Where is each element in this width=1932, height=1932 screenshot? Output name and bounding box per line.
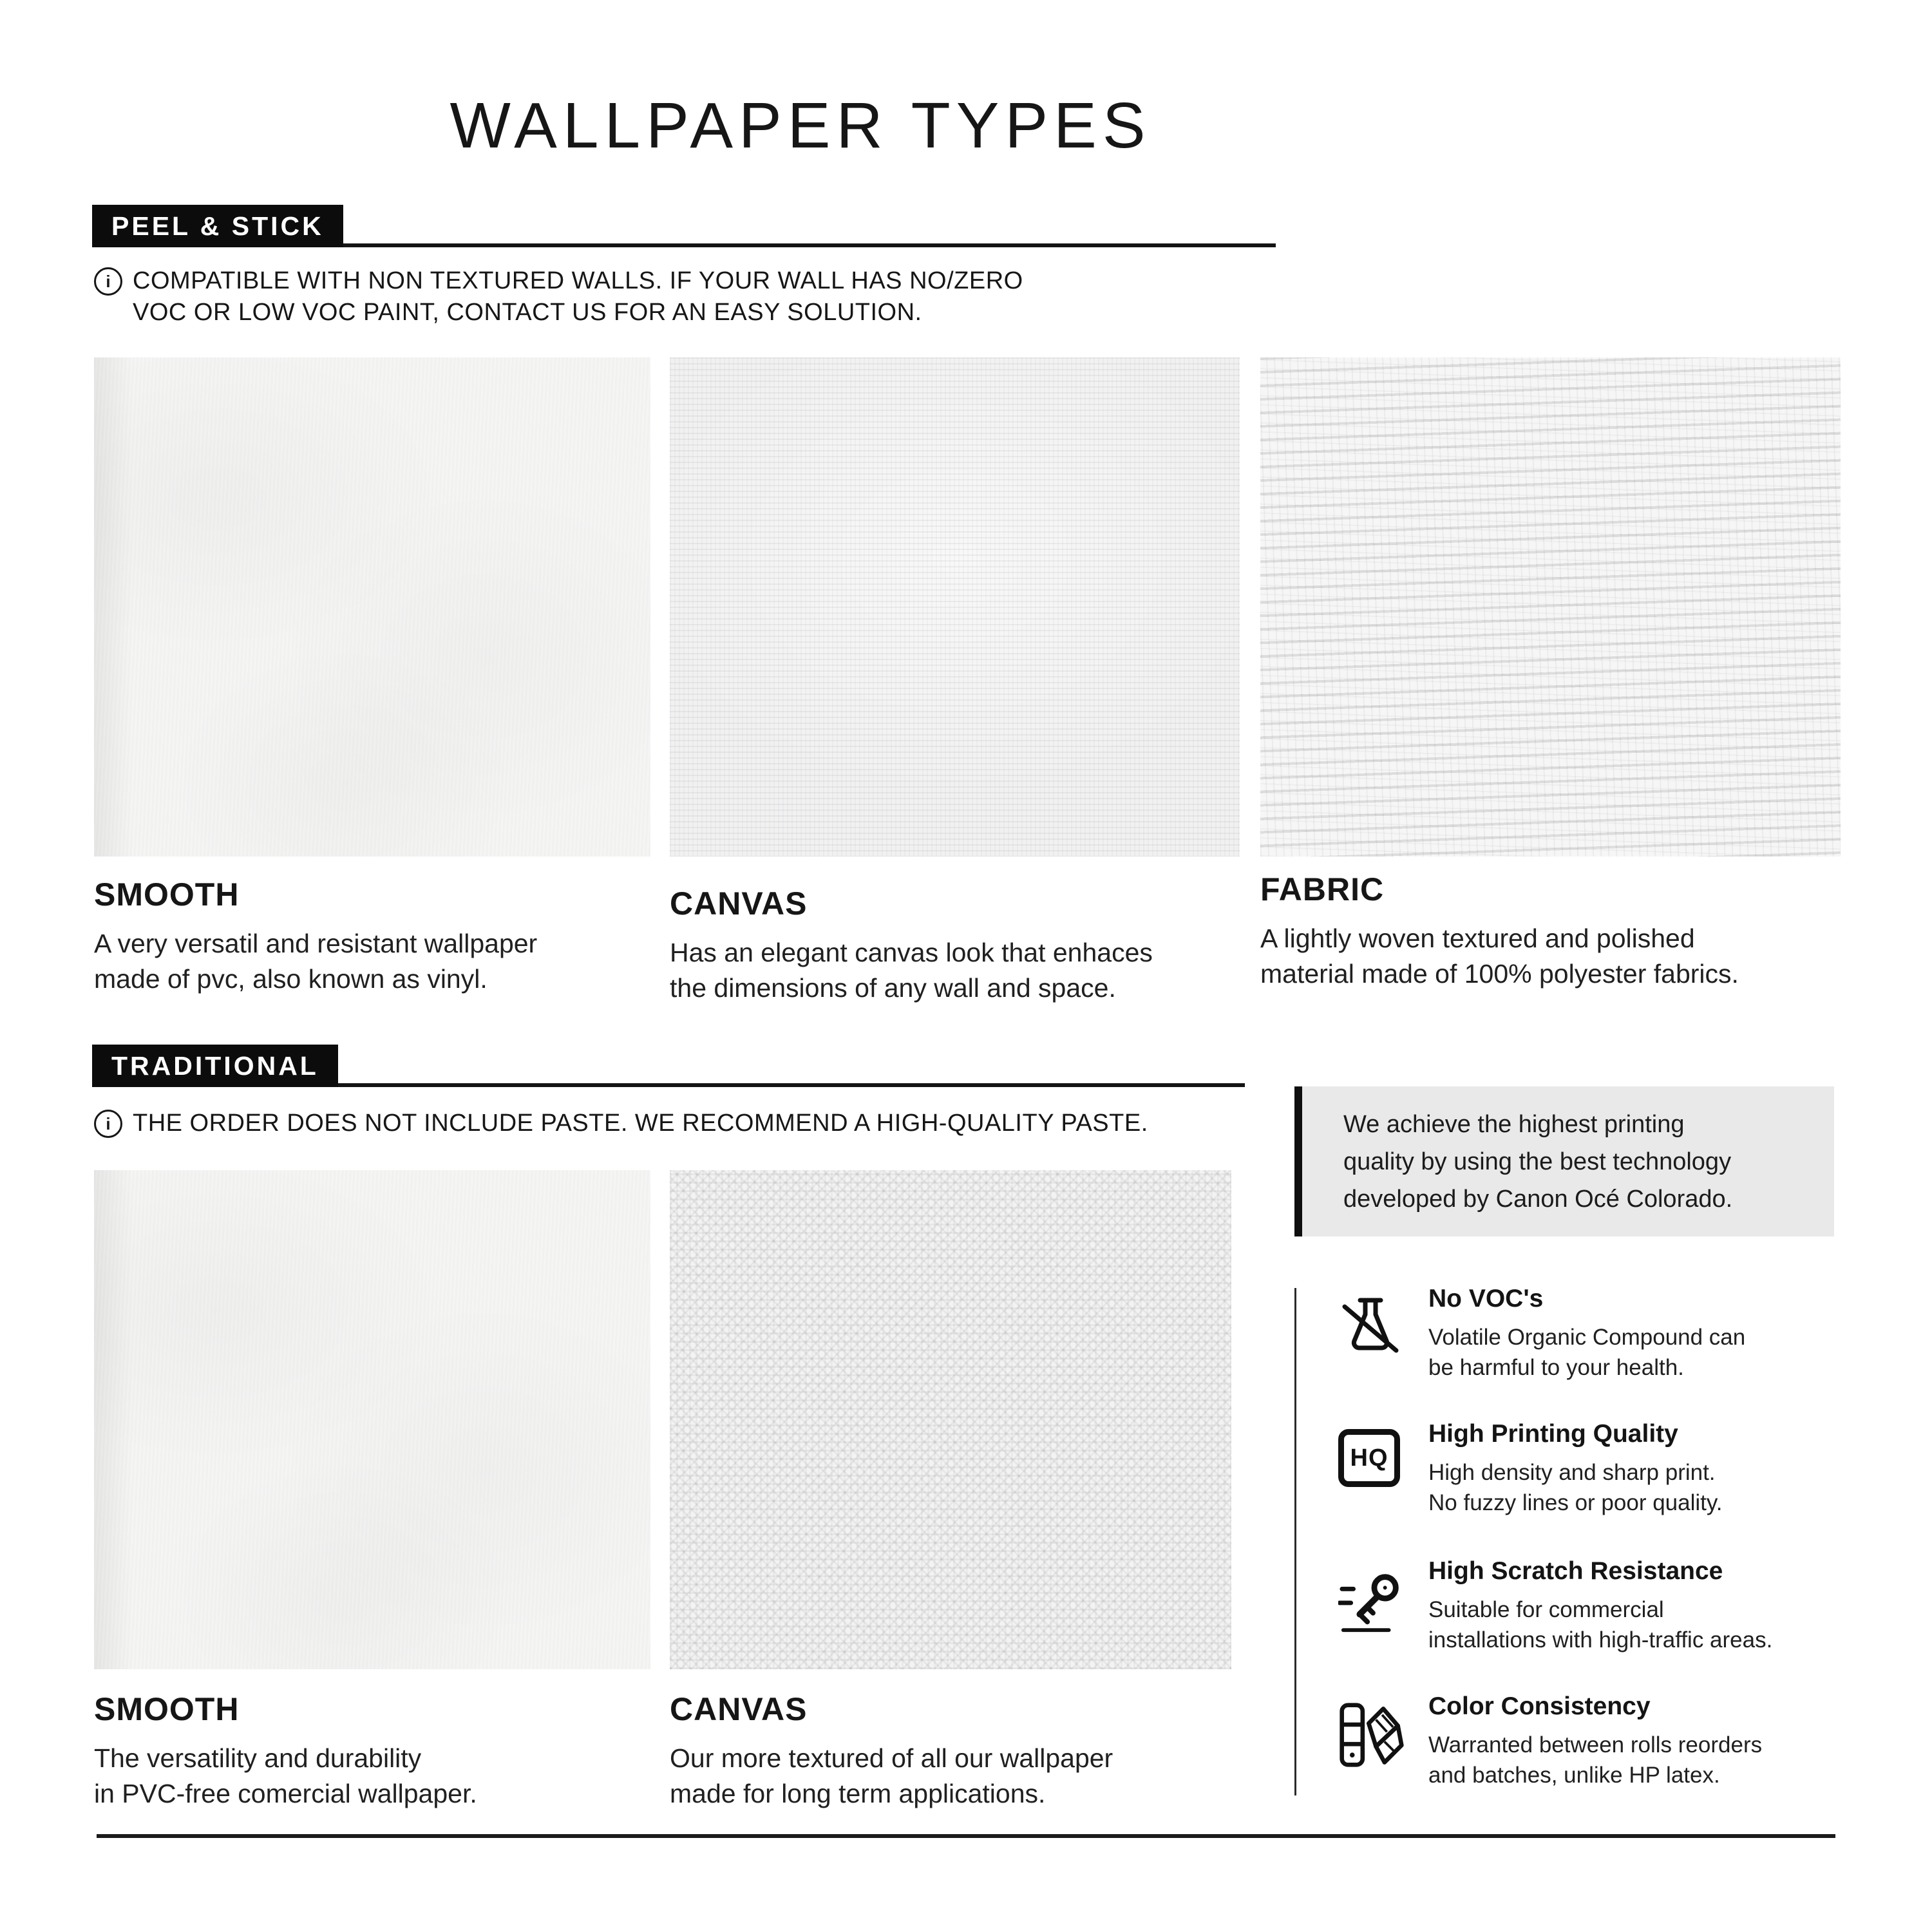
swatch-desc-line1: Has an elegant canvas look that enhaces — [670, 938, 1153, 967]
peel-stick-fabric-caption — [1260, 871, 1840, 992]
swatch-desc-line2: made of pvc, also known as vinyl. — [94, 964, 488, 994]
peel-stick-section-header — [92, 205, 1276, 247]
info-icon: i — [94, 267, 122, 296]
peel-stick-note-line2: VOC OR LOW VOC PAINT, CONTACT US FOR AN EASY SOLUTION. — [133, 299, 922, 326]
swatch-desc-line2: in PVC-free comercial wallpaper. — [94, 1779, 477, 1808]
peel-stick-section-rule — [343, 243, 1276, 247]
peel-stick-canvas-caption — [670, 876, 1249, 1006]
peel-stick-smooth-caption — [94, 876, 674, 997]
traditional-smooth-swatch-image — [94, 1170, 650, 1669]
feature-no-voc — [1338, 1285, 1853, 1383]
printing-quality-callout — [1294, 1086, 1834, 1236]
feature-title: No VOC's — [1428, 1285, 1544, 1312]
peel-stick-note — [94, 265, 1023, 328]
quality-line1: We achieve the highest printing — [1343, 1111, 1685, 1138]
peel-stick-canvas-swatch-image — [670, 357, 1240, 857]
swatch-desc-line2: material made of 100% polyester fabrics. — [1260, 959, 1739, 989]
feature-desc-line1: Warranted between rolls reorders — [1428, 1732, 1763, 1757]
feature-title: High Scratch Resistance — [1428, 1557, 1723, 1585]
traditional-section-rule — [338, 1083, 1245, 1087]
feature-title: High Printing Quality — [1428, 1420, 1678, 1448]
no-voc-flask-icon — [1338, 1285, 1428, 1383]
feature-desc-line2: be harmful to your health. — [1428, 1355, 1684, 1380]
quality-line2: quality by using the best technology — [1343, 1148, 1732, 1175]
traditional-section-label: TRADITIONAL — [92, 1045, 338, 1087]
traditional-canvas-swatch-image — [670, 1170, 1231, 1669]
info-icon: i — [94, 1110, 122, 1138]
swatch-title: CANVAS — [670, 886, 808, 922]
peel-stick-section-label: PEEL & STICK — [92, 205, 343, 247]
feature-high-printing-quality — [1338, 1420, 1853, 1518]
swatch-title: CANVAS — [670, 1691, 808, 1727]
swatch-desc-line1: A lightly woven textured and polished — [1260, 923, 1695, 953]
bottom-rule — [97, 1834, 1835, 1838]
swatch-desc-line2: the dimensions of any wall and space. — [670, 973, 1116, 1003]
feature-desc-line1: Suitable for commercial — [1428, 1597, 1664, 1622]
peel-stick-smooth-swatch-image — [94, 357, 650, 857]
swatch-title: FABRIC — [1260, 871, 1385, 907]
feature-color-consistency — [1338, 1692, 1853, 1790]
swatch-desc-line1: A very versatil and resistant wallpaper — [94, 929, 538, 958]
quality-line3: developed by Canon Océ Colorado. — [1343, 1186, 1733, 1213]
peel-stick-note-line1: COMPATIBLE WITH NON TEXTURED WALLS. IF YOUR WALL HAS NO/ZERO — [133, 267, 1023, 294]
hq-badge-text: HQ — [1338, 1429, 1400, 1487]
features-divider-line — [1294, 1288, 1296, 1795]
feature-title: Color Consistency — [1428, 1692, 1651, 1720]
swatch-desc-line1: Our more textured of all our wallpaper — [670, 1743, 1113, 1773]
swatch-title: SMOOTH — [94, 1691, 240, 1727]
traditional-section-header — [92, 1045, 1245, 1087]
feature-desc-line2: installations with high-traffic areas. — [1428, 1627, 1773, 1653]
feature-desc-line2: No fuzzy lines or poor quality. — [1428, 1490, 1723, 1515]
swatch-desc-line1: The versatility and durability — [94, 1743, 422, 1773]
swatch-title: SMOOTH — [94, 876, 240, 913]
traditional-note-line1: THE ORDER DOES NOT INCLUDE PASTE. WE RECOMMEND A HIGH-QUALITY PASTE. — [133, 1110, 1148, 1137]
peel-stick-fabric-swatch-image — [1260, 357, 1841, 857]
swatch-desc-line2: made for long term applications. — [670, 1779, 1046, 1808]
feature-desc-line2: and batches, unlike HP latex. — [1428, 1763, 1720, 1788]
traditional-note — [94, 1108, 1148, 1139]
hq-badge-icon — [1338, 1420, 1428, 1518]
traditional-smooth-caption — [94, 1690, 674, 1812]
feature-desc-line1: High density and sharp print. — [1428, 1460, 1716, 1485]
page-title: WALLPAPER TYPES — [450, 90, 1151, 162]
color-swatch-icon — [1338, 1692, 1428, 1790]
feature-high-scratch-resistance — [1338, 1557, 1853, 1655]
feature-desc-line1: Volatile Organic Compound can — [1428, 1325, 1746, 1350]
traditional-canvas-caption — [670, 1690, 1249, 1812]
scratch-resistance-key-icon — [1338, 1557, 1428, 1655]
